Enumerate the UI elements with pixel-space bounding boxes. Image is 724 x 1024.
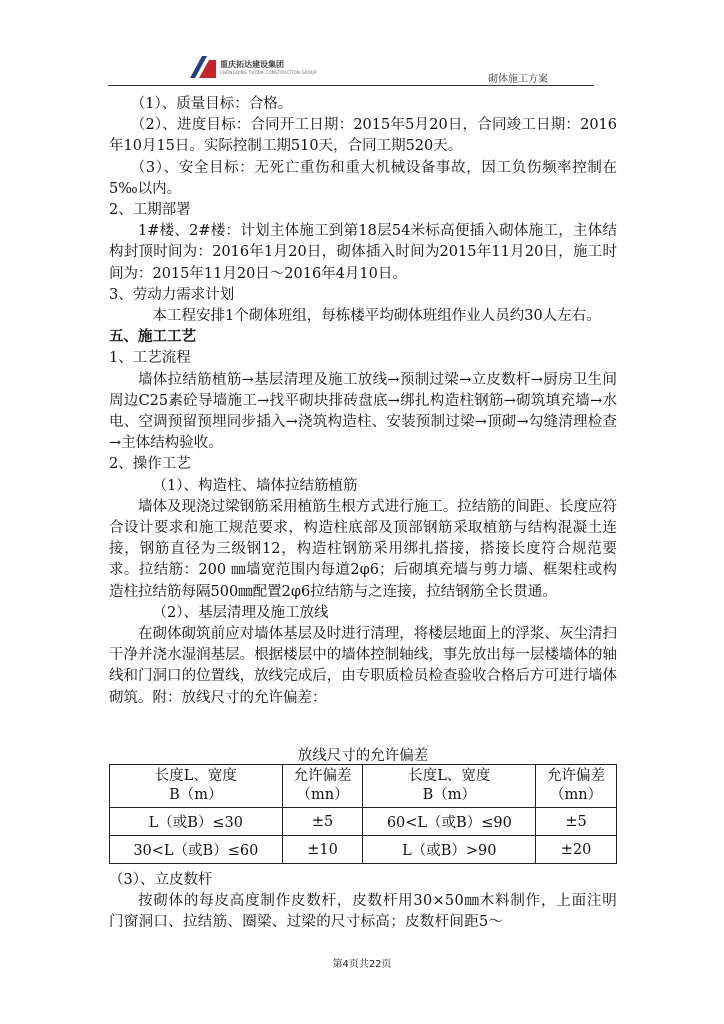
table-cell: ±10	[282, 836, 363, 864]
section-schedule-plan: 2、工期部署	[109, 202, 191, 219]
header-divider	[108, 85, 594, 86]
table-row	[110, 836, 617, 864]
process-flow-text: 墙体拉结筋植筋→基层清理及施工放线→预制过梁→立皮数杆→厨房卫生间周边C25素砼导墙施工→找平砌块排砖盘底→绑扎构造柱钢筋→砌筑填充墙→水电、空调预留预埋同步插入→浇筑构造柱、安装预制过梁→顶砌→勾缝清理检查→主体结构验收。	[109, 371, 617, 452]
page-header	[108, 50, 594, 86]
base-cleaning-text: 在砌体砌筑前应对墙体基层及时进行清理，将楼层地面上的浮浆、灰尘清扫干净并浇水湿润基层。根据楼层中的墙体控制轴线，事先放出每一层楼墙体的轴线和门洞口的位置线，放线完成后，由专职质检员检查验收合格后方可进行墙体砌筑。附：放线尺寸的允许偏差：	[109, 626, 617, 706]
document-body	[109, 94, 617, 709]
company-name: 重庆拓达建设集团	[220, 60, 284, 69]
rebar-planting-text: 墙体及现浇过梁钢筋采用植筋生根方式进行施工。拉结筋的间距、长度应符合设计要求和施工规范要求，构造柱底部及顶部钢筋采取植筋与结构混凝土连接，钢筋直径为三级钢12，构造柱钢筋采用绑扎搭接，搭接长度符合规范要求。拉结筋：200 ㎜墙宽范围内每道2φ6；后砌填充墙与剪力墙、框架柱或构造柱拉结筋每隔500㎜配置2φ6拉结筋与之连接，拉结钢筋全长贯通。	[109, 498, 617, 600]
table-cell: 60<L（或B）≤90	[363, 808, 536, 836]
header-cell: 长度L、宽度 B（m）	[363, 765, 536, 808]
page-number: 第4页共22页	[332, 959, 392, 970]
subsection-story-pole: （3）、立皮数杆	[109, 872, 213, 888]
document-body-continued	[109, 870, 617, 934]
company-name-en: CHONGQING TUODA CONSTRUCTION GROUP	[220, 70, 317, 75]
subsection-rebar-planting: （1）、构造柱、墙体拉结筋植筋	[152, 477, 358, 494]
table-header-row	[110, 765, 617, 808]
document-title: 砌体施工方案	[488, 74, 548, 85]
header-cell: 允许偏差 （mn）	[536, 765, 617, 808]
company-logo-icon	[190, 56, 216, 78]
table-cell: ±5	[536, 808, 617, 836]
story-pole-text: 按砌体的每皮高度制作皮数杆，皮数杆用30×50㎜木料制作，上面注明门窗洞口、拉结筋、圈梁、过梁的尺寸标高；皮数杆间距5～	[109, 893, 617, 931]
table-cell: L（或B）>90	[363, 836, 536, 864]
section-labor-plan: 3、劳动力需求计划	[109, 286, 235, 303]
schedule-plan-text: 1#楼、2#楼：计划主体施工到第18层54米标高便插入砌体施工，主体结构封顶时间为：2016年1月20日，砌体插入时间为2015年11月20日，施工时间为：2015年11月20日～2016年4月10日。	[109, 223, 617, 282]
table-cell: 30<L（或B）≤60	[110, 836, 283, 864]
safety-goal: （3）、安全目标：无死亡重伤和重大机械设备事故，因工负伤频率控制在5‰以内。	[109, 159, 617, 197]
table-cell: ±5	[282, 808, 363, 836]
section-operation-process: 2、操作工艺	[109, 456, 191, 473]
header-cell: 允许偏差 （mn）	[282, 765, 363, 808]
labor-plan-text: 本工程安排1个砌体班组，每栋楼平均砌体班组作业人员约30人左右。	[152, 308, 601, 325]
subsection-base-cleaning: （2）、基层清理及施工放线	[152, 604, 329, 621]
table-caption: 放线尺寸的允许偏差	[297, 748, 429, 764]
schedule-goal: （2）、进度目标：合同开工日期：2015年5月20日，合同竣工日期：2016年10月15日。实际控制工期510天，合同工期520天。	[109, 117, 617, 155]
table-row	[110, 808, 617, 836]
quality-goal: （1）、质量目标：合格。	[130, 96, 293, 112]
header-cell: 长度L、宽度 B（m）	[110, 765, 283, 808]
table-cell: ±20	[536, 836, 617, 864]
section-construction-process: 五、施工工艺	[109, 329, 196, 346]
tolerance-table	[109, 764, 617, 864]
section-process-flow: 1、工艺流程	[109, 350, 191, 367]
table-cell: L（或B）≤30	[110, 808, 283, 836]
